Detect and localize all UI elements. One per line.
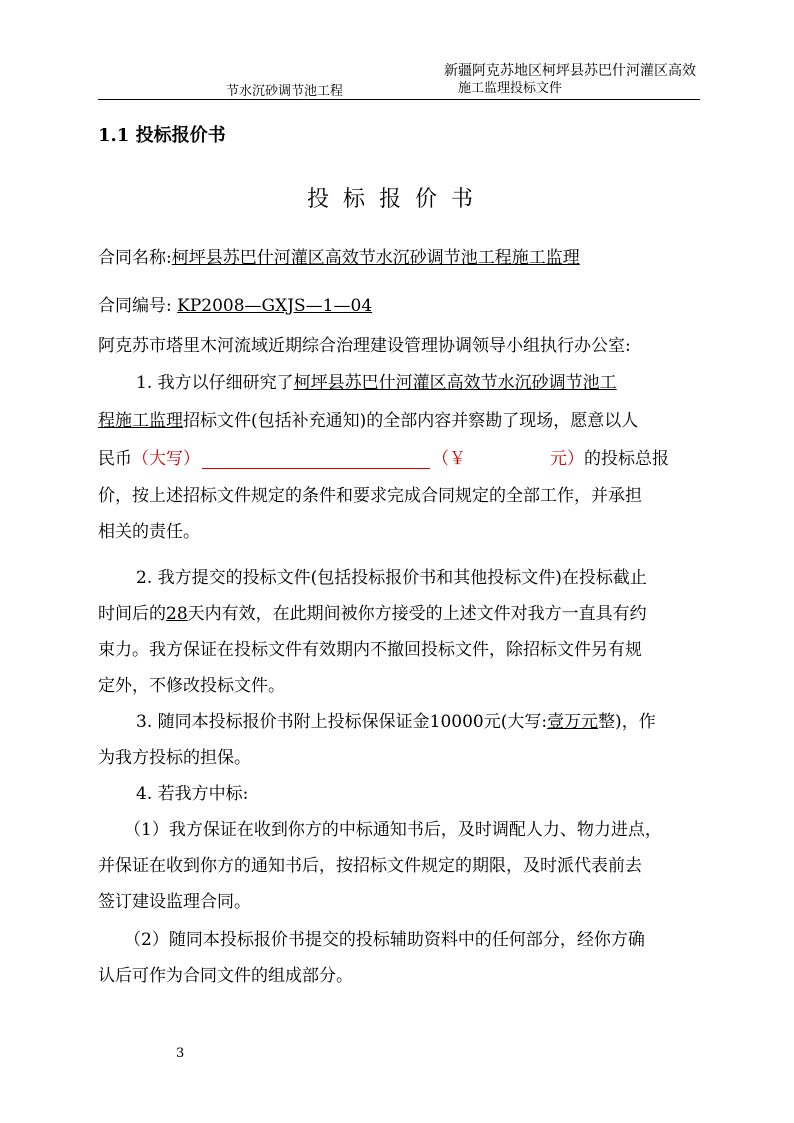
capital-amount-label: （大写） — [132, 449, 200, 469]
p4-line1: 4. 若我方中标: — [136, 784, 249, 804]
contract-name-line — [98, 243, 580, 268]
p1-line2: 程施工监理招标文件(包括补充通知)的全部内容并察勘了现场，愿意以人 — [98, 411, 639, 431]
yuan-symbol: （￥ — [432, 449, 466, 469]
deposit-amount-capital: 壹万元 — [547, 712, 599, 732]
p4-s2-line1: （2）随同本投标报价书提交的投标辅助资料中的任何部分，经你方确 — [124, 930, 645, 950]
p4-s2-line2: 认后可作为合同文件的组成部分。 — [98, 966, 353, 986]
addressee: 阿克苏市塔里木河流域近期综合治理建设管理协调领导小组执行办公室: — [98, 336, 631, 356]
p4-s1-line1: （1）我方保证在收到你方的中标通知书后，及时调配人力、物力进点， — [124, 820, 662, 840]
page-number: 3 — [176, 1046, 185, 1061]
header-right — [444, 62, 696, 98]
p2-line2: 时间后的28天内有效，在此期间被你方接受的上述文件对我方一直具有约 — [98, 604, 647, 624]
yuan-close: 元） — [550, 449, 584, 469]
contract-no-line — [98, 291, 372, 316]
p1-line3: 民币（大写） （￥ 元）的投标总报 — [98, 449, 669, 469]
doc-title: 投标报价书 — [306, 187, 487, 212]
p2-line3: 束力。我方保证在投标文件有效期内不撤回投标文件，除招标文件另有规 — [98, 640, 642, 660]
p2-line1: 2. 我方提交的投标文件(包括投标报价书和其他投标文件)在投标截止 — [136, 568, 647, 588]
p1-line1: 1. 我方以仔细研究了柯坪县苏巴什河灌区高效节水沉砂调节池工 — [136, 373, 617, 393]
capital-amount-blank[interactable] — [202, 451, 430, 469]
validity-days: 28 — [166, 604, 188, 624]
p3-line2: 为我方投标的担保。 — [98, 748, 251, 768]
contract-no-label: 合同编号: — [98, 296, 172, 316]
contract-name: 柯坪县苏巴什河灌区高效节水沉砂调节池工程施工监理 — [171, 248, 580, 268]
p4-s1-line3: 签订建设监理合同。 — [98, 892, 251, 912]
header-rule — [98, 99, 700, 100]
project-name-part2: 程施工监理 — [98, 411, 183, 431]
p4-s1-line2: 并保证在收到你方的通知书后，按招标文件规定的期限，及时派代表前去 — [98, 856, 642, 876]
contract-no: KP2008—GXJS—1—04 — [177, 296, 373, 316]
contract-name-label: 合同名称: — [98, 248, 172, 268]
p3-line1: 3. 随同本投标报价书附上投标保保证金10000元(大写:壹万元整)，作 — [136, 712, 656, 732]
project-name-part1: 柯坪县苏巴什河灌区高效节水沉砂调节池工 — [293, 373, 617, 393]
header-left: 节水沉砂调节池工程 — [226, 84, 344, 99]
header-right-line2: 施工监理投标文件 — [458, 81, 563, 96]
p2-line4: 定外，不修改投标文件。 — [98, 676, 285, 696]
p1-line4: 价，按上述招标文件规定的条件和要求完成合同规定的全部工作，并承担 — [98, 486, 642, 506]
p1-line5: 相关的责任。 — [98, 522, 200, 542]
section-heading: 1.1 投标报价书 — [98, 125, 226, 146]
header-right-line1: 新疆阿克苏地区柯坪县苏巴什河灌区高效 — [444, 63, 696, 79]
